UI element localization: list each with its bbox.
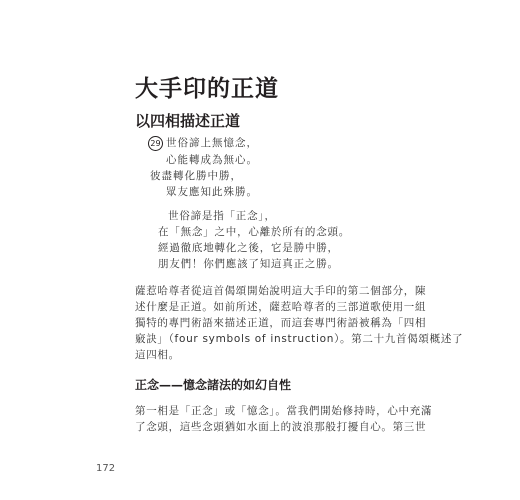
commentary-line: 世俗諦是指「正念」， bbox=[168, 210, 276, 222]
paragraph-line: 獨特的專門術語來描述正道，而這套專門術語被稱為「四相 bbox=[135, 317, 427, 329]
commentary-line: 在「無念」之中，心離於所有的念頭。 bbox=[158, 226, 351, 238]
verse-line: 世俗諦上無憶念， bbox=[166, 137, 258, 149]
paragraph-line: 竅訣」（four symbols of instruction）。第二十九首偈頌概述了 bbox=[135, 333, 464, 345]
paragraph-line: 第一相是「正念」或「憶念」。當我們開始修持時，心中充滿 bbox=[135, 405, 433, 417]
paragraph-line: 這四相。 bbox=[135, 349, 180, 361]
verse-line: 眾友應知此殊勝。 bbox=[166, 186, 258, 198]
page-number: 172 bbox=[96, 463, 116, 474]
verse-number-badge: 29 bbox=[148, 136, 163, 151]
subheading: 正念——憶念諸法的如幻自性 bbox=[135, 378, 292, 392]
chapter-title: 大手印的正道 bbox=[135, 76, 279, 102]
paragraph-line: 了念頭，這些念頭猶如水面上的波浪那般打擾自心。第三世 bbox=[135, 421, 427, 433]
verse-line: 彼盡轉化勝中勝， bbox=[150, 170, 242, 182]
paragraph-line: 薩惹哈尊者從這首偈頌開始說明這大手印的第二個部分，陳 bbox=[135, 285, 427, 297]
commentary-line: 朋友們！你們應該了知這真正之勝。 bbox=[158, 258, 339, 270]
paragraph-line: 述什麼是正道。如前所述，薩惹哈尊者的三部道歌使用一組 bbox=[135, 301, 427, 313]
commentary-line: 經過徹底地轉化之後，它是勝中勝， bbox=[158, 242, 339, 254]
section-title: 以四相描述正道 bbox=[135, 112, 241, 130]
verse-line: 心能轉成為無心。 bbox=[166, 154, 258, 166]
